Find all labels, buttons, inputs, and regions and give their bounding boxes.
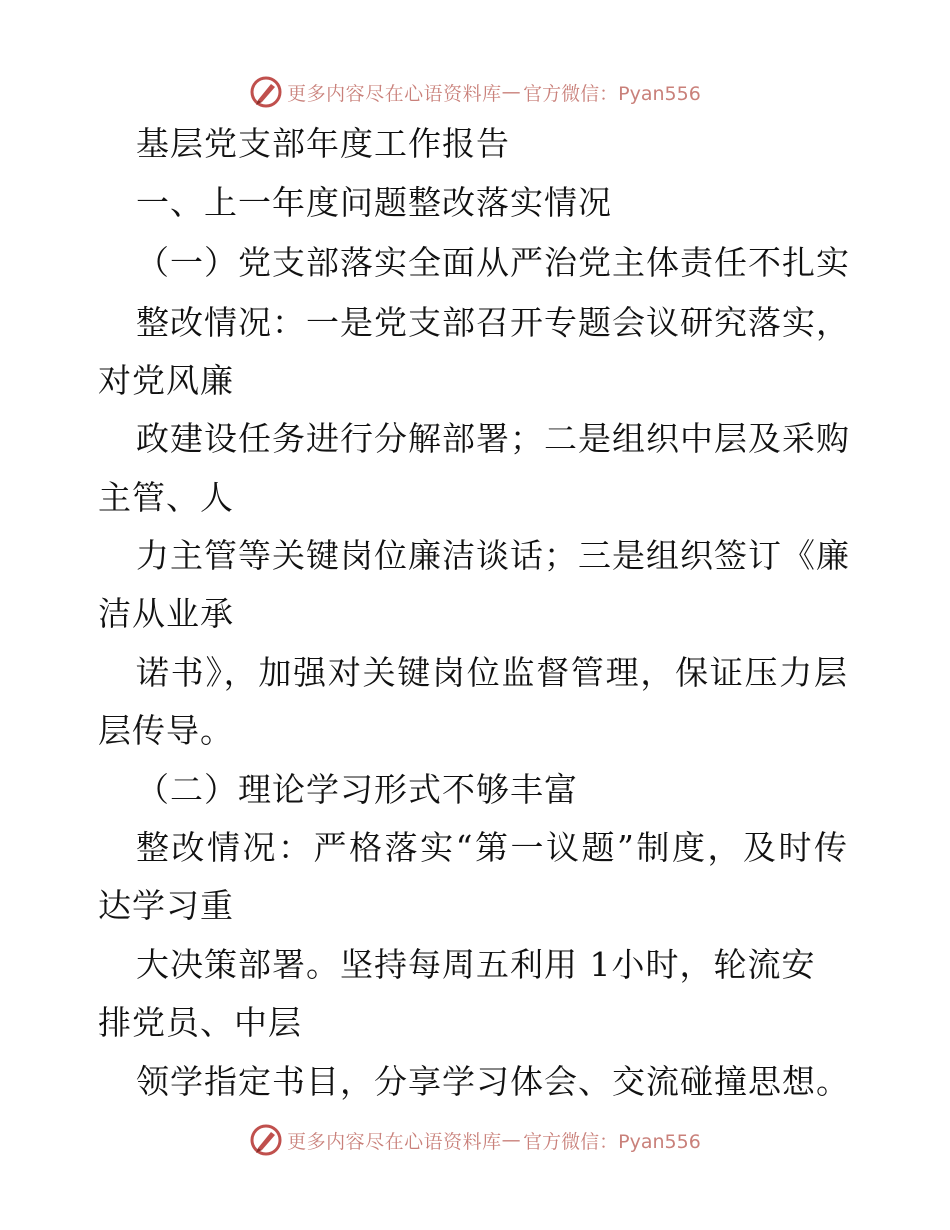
header-watermark-banner: [0, 72, 950, 112]
watermark-dash: —: [501, 81, 522, 103]
paragraph-line: 政建设任务进行分解部署；二是组织中层及采购: [136, 419, 850, 458]
footer-watermark-banner: [0, 1120, 950, 1160]
paragraph-line: 排党员、中层: [98, 1003, 302, 1042]
section-heading: 一、上一年度问题整改落实情况: [136, 183, 612, 222]
pen-logo-icon: [249, 75, 283, 109]
paragraph-line: 层传导。: [98, 711, 234, 750]
watermark-text: 更多内容尽在心语资料库: [287, 1130, 502, 1153]
paragraph-line: 力主管等关键岗位廉洁谈话；三是组织签订《廉: [136, 536, 850, 575]
watermark-contact: 官方微信：Pyan556: [523, 82, 701, 105]
watermark-contact: 官方微信：Pyan556: [523, 1130, 701, 1153]
pen-logo-icon: [249, 1123, 283, 1157]
subsection-heading: （二）理论学习形式不够丰富: [136, 770, 578, 809]
paragraph-line: 领学指定书目，分享学习体会、交流碰撞思想。: [136, 1062, 850, 1101]
document-title: 基层党支部年度工作报告: [136, 124, 510, 163]
paragraph-line: 大决策部署。坚持每周五利用 1小时，轮流安: [136, 945, 816, 984]
subsection-heading: （一）党支部落实全面从严治党主体责任不扎实: [136, 243, 850, 282]
paragraph-line: 主管、人: [98, 478, 234, 517]
paragraph-line: 洁从业承: [98, 594, 234, 633]
watermark-text: 更多内容尽在心语资料库: [287, 82, 502, 105]
watermark-dash: —: [501, 1129, 522, 1151]
paragraph-line: 对党风廉: [98, 361, 234, 400]
paragraph-line: 整改情况：一是党支部召开专题会议研究落实，: [136, 303, 850, 342]
paragraph-line: 达学习重: [98, 886, 234, 925]
paragraph-line: 整改情况：严格落实“第一议题”制度，及时传: [136, 828, 848, 867]
paragraph-line: 诺书》，加强对关键岗位监督管理，保证压力层: [136, 653, 848, 692]
